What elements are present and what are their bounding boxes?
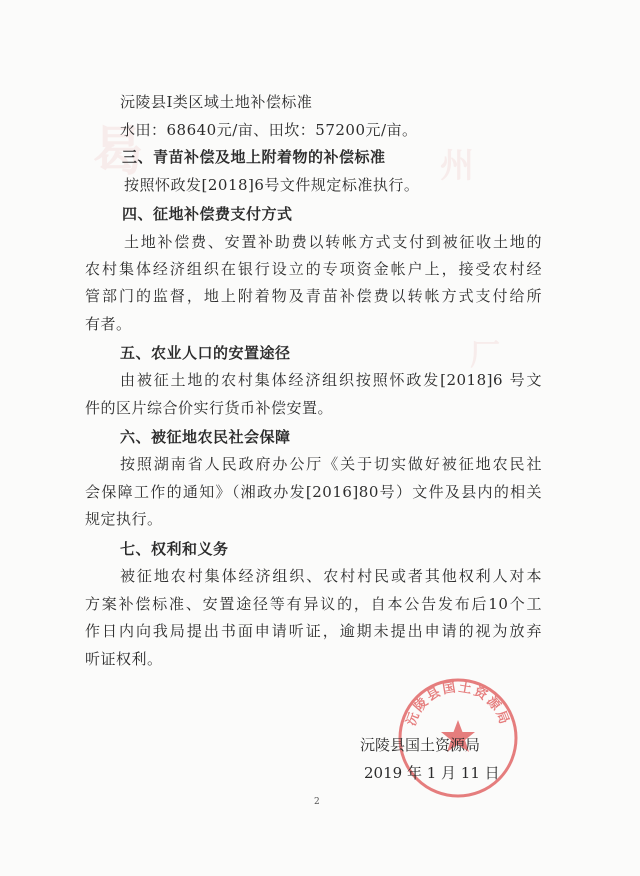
paragraph-line: 有者。 — [85, 315, 132, 333]
paragraph-line: 管部门的监督，地上附着物及青苗补偿费以转帐方式支付给所 — [85, 287, 542, 305]
standard-rates: 水田：68640元/亩、田坎：57200元/亩。 — [120, 121, 418, 139]
paragraph-line: 土地补偿费、安置补助费以转帐方式支付到被征收土地的 — [124, 233, 542, 251]
bleed-through-mark: 曷 — [92, 123, 145, 183]
paragraph-line: 听证权利。 — [85, 650, 163, 668]
bleed-through-mark: 厂 — [470, 338, 500, 373]
svg-text:沅陵县国土资源局: 沅陵县国土资源局 — [404, 680, 512, 729]
paragraph-line: 方案补偿标准、安置途径等有异议的，自本公告发布后10个工 — [85, 595, 542, 613]
paragraph-line: 按照湖南省人民政府办公厅《关于切实做好被征地农民社 — [120, 455, 542, 473]
signature-date: 2019 年 1 月 11 日 — [364, 764, 500, 782]
signature-org: 沅陵县国土资源局 — [360, 736, 481, 754]
paragraph-line: 按照怀政发[2018]6号文件规定标准执行。 — [124, 176, 420, 194]
paragraph-line: 被征地农村集体经济组织、农村村民或者其他权利人对本 — [120, 567, 542, 585]
paragraph-line: 件的区片综合价实行货币补偿安置。 — [85, 399, 334, 417]
paragraph-line: 农村集体经济组织在银行设立的专项资金帐户上，接受农村经 — [85, 260, 542, 278]
section-heading: 七、权利和义务 — [120, 540, 229, 558]
section-heading: 三、青苗补偿及地上附着物的补偿标准 — [122, 148, 386, 166]
section-heading: 五、农业人口的安置途径 — [120, 344, 291, 362]
paragraph-line: 作日内向我局提出书面申请听证，逾期未提出申请的视为放弃 — [85, 622, 542, 640]
page-number: 2 — [314, 797, 320, 807]
paragraph-line: 规定执行。 — [85, 510, 163, 528]
paragraph-line: 由被征土地的农村集体经济组织按照怀政发[2018]6 号文 — [120, 371, 542, 389]
section-heading: 六、被征地农民社会保障 — [120, 428, 291, 446]
standard-title: 沅陵县Ⅰ类区域土地补偿标准 — [120, 93, 313, 111]
bleed-through-mark: 州 — [440, 146, 474, 186]
section-heading: 四、征地补偿费支付方式 — [122, 205, 293, 223]
paragraph-line: 会保障工作的通知》（湘政办发[2016]80号）文件及县内的相关 — [85, 483, 542, 501]
